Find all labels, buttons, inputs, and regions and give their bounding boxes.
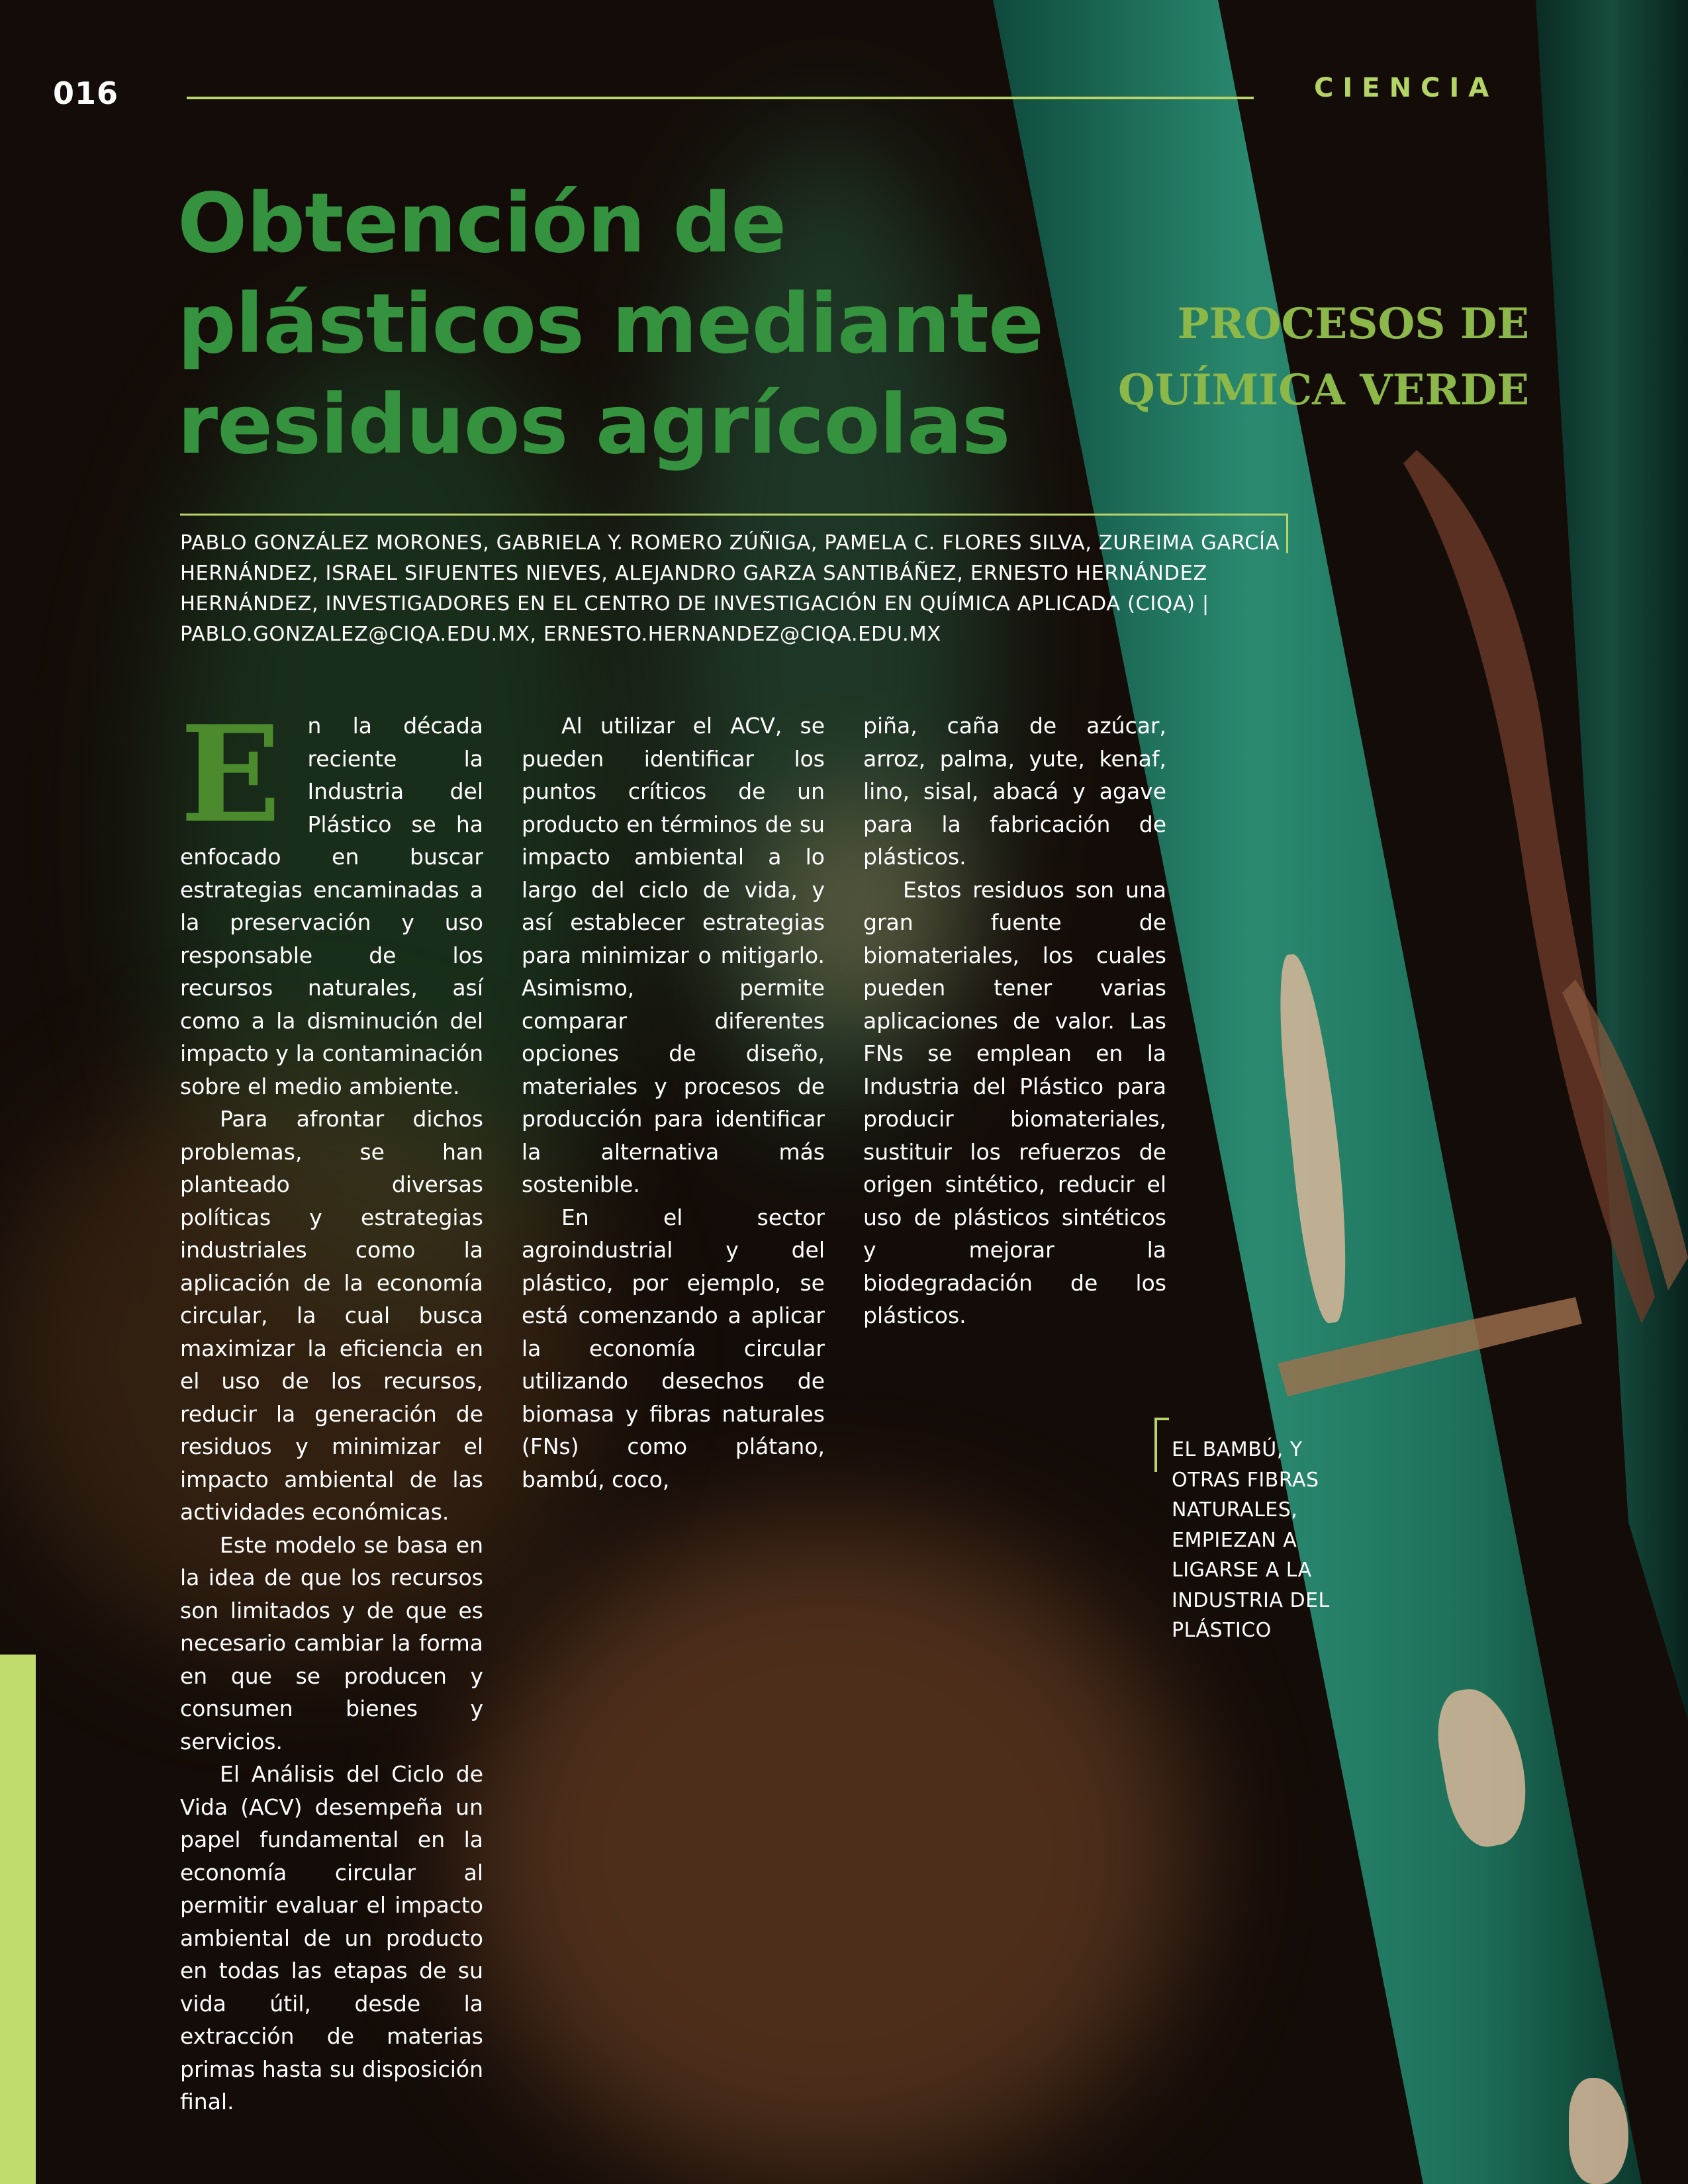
caption-rule bbox=[1154, 1418, 1157, 1472]
byline-rule-end bbox=[1286, 514, 1288, 553]
paragraph: piña, caña de azúcar, arroz, palma, yute, kenaf, lino, sisal, abacá y agave para la fabricación de plásticos. bbox=[863, 713, 1166, 870]
photo-caption: EL BAMBÚ, Y OTRAS FIBRAS NATURALES, EMPIEZAN A LIGARSE A LA INDUSTRIA DEL PLÁSTICO bbox=[1172, 1438, 1330, 1642]
paragraph: Estos residuos son una gran fuente de biomateriales, los cuales pueden tener varias aplicaciones de valor. Las FNs se emplean en la Industria del Plástico para producir biomateriales, sustituir los refuerzos de origen sintético, reducir el uso de plásticos sintéticos y mejorar la biodegradación de los plásticos. bbox=[863, 876, 1166, 1328]
text-column-1 bbox=[180, 697, 483, 2118]
paragraph: Al utilizar el ACV, se pueden identificar los puntos críticos de un producto en términos de su impacto ambiental a lo largo del ciclo de vida, y así establecer estrategias para minimizar o mitigarlo. Asimismo, permite comparar diferentes opciones de diseño, materiales y procesos de producción para identificar la alternativa más sostenible. bbox=[522, 713, 825, 1197]
header-rule bbox=[187, 97, 1254, 99]
paragraph: Para afrontar dichos problemas, se han planteado diversas políticas y estrategias industriales como la aplicación de la economía circular, la cual busca maximizar la eficiencia en el uso de los recursos, reducir la generación de residuos y minimizar el impacto ambiental de las actividades económicas. bbox=[180, 1106, 483, 1525]
section-label: CIENCIA bbox=[1314, 73, 1499, 103]
text-column-2 bbox=[522, 709, 825, 1496]
article-kicker: PROCESOS DE QUÍMICA VERDE bbox=[1117, 299, 1529, 415]
article-title: Obtención de plásticos mediante residuos agrícolas bbox=[177, 176, 1044, 473]
byline-rule bbox=[180, 514, 1288, 516]
paragraph: El Análisis del Ciclo de Vida (ACV) desempeña un papel fundamental en la economía circular al permitir evaluar el impacto ambiental de un producto en todas las etapas de su vida útil, desde la extracción de materias primas hasta su disposición final. bbox=[180, 1761, 483, 2115]
caption-rule-top bbox=[1154, 1418, 1169, 1420]
side-accent-bar bbox=[0, 1655, 36, 2184]
page-number: 016 bbox=[53, 75, 119, 111]
byline: PABLO GONZÁLEZ MORONES, GABRIELA Y. ROMERO ZÚÑIGA, PAMELA C. FLORES SILVA, ZUREIMA GARCÍA HERNÁNDEZ, ISRAEL SIFUENTES NIEVES, ALEJANDRO GARZA SANTIBÁÑEZ, ERNESTO HERNÁNDEZ HERNÁNDEZ, INVESTIGADORES EN EL CENTRO DE INVESTIGACIÓN EN QUÍMICA APLICADA (CIQA) | PABLO.GONZALEZ@CIQA.EDU.MX, ERNESTO.HERNANDEZ@CIQA.EDU.MX bbox=[180, 531, 1280, 646]
paragraph: En el sector agroindustrial y del plástico, por ejemplo, se está comenzando a aplicar la economía circular utilizando desechos de biomasa y fibras naturales (FNs) como plátano, bambú, coco, bbox=[522, 1204, 825, 1492]
text-column-3 bbox=[863, 709, 1166, 1332]
paragraph: n la década reciente la Industria del Plástico se ha enfocado en buscar estrategias encaminadas a la preservación y uso responsable de los recursos naturales, así como a la disminución del impacto y la contaminación sobre el medio ambiente. bbox=[180, 713, 483, 1099]
drop-cap: E bbox=[180, 697, 281, 852]
paragraph: Este modelo se basa en la idea de que los recursos son limitados y de que es necesario cambiar la forma en que se producen y consumen bienes y servicios. bbox=[180, 1531, 483, 1754]
